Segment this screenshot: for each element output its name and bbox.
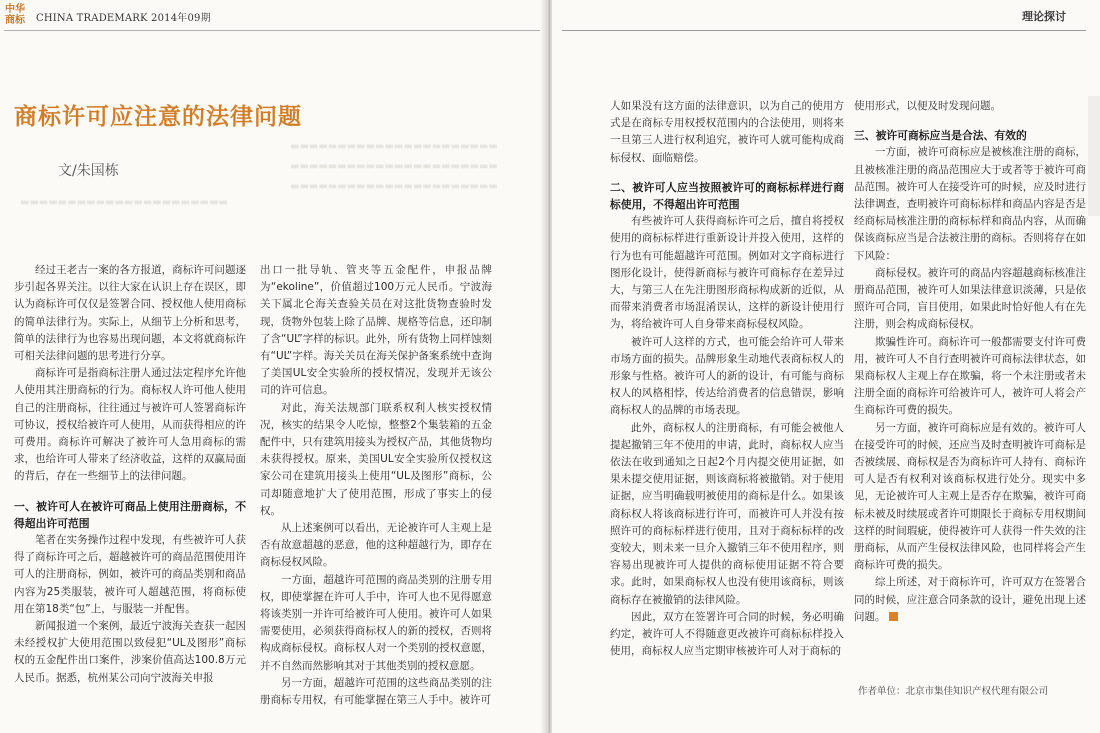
paragraph: 新闻报道一个案例，最近宁波海关查获一起因未经授权扩大使用范围以致侵犯“UL及图形”商标权的五金配件出口案件，涉案价值高达100.8万元人民币。据悉，杭州某公司向宁波海关申报: [14, 620, 246, 684]
paragraph: 另一方面，超越许可范围的这些商品类别的注册商标专用权，有可能掌握在第三人手中。被许可: [260, 676, 492, 707]
paragraph: 被许可人这样的方式，也可能会给许可人带来市场方面的损失。品牌形象生动地代表商标权人的形象与性格。被许可人的新的设计，有可能与商标权人的风格相悖，传达给消费者的信息错误，影响商标权人的品牌的市场表现。: [610, 335, 844, 417]
section-heading-3: 三、被许可商标应当是合法、有效的: [854, 129, 1027, 143]
header-rule: [562, 30, 1086, 31]
section-label: 理论探讨: [1022, 10, 1066, 23]
left-page: [0, 0, 545, 733]
paragraph: 一方面，被许可商标应是被核准注册的商标，且被核准注册的商品范围应大于或者等于被许可商品范围。被许可人在接受许可的时候，应及时进行法律调查，查明被许可商标标样和商品内容是否是经商标局核准注册的商标标样和商品内容，从而确保该商标应当是合法被注册的商标。否则将存在如下风险：: [854, 146, 1086, 262]
paragraph: 人如果没有这方面的法律意识，以为自己的使用方式是在商标专用权授权范围内的合法使用，则将来一旦第三人进行权利追究，被许可人就可能构成商标侵权、面临赔偿。: [610, 100, 844, 164]
column-3: [610, 98, 844, 733]
section-heading-1: 一、被许可人在被许可商品上使用注册商标，不得超出许可范围: [14, 499, 246, 530]
paragraph: 笔者在实务操作过程中发现，有些被许可人获得了商标许可之后，超越被许可的商品范围使用许可人的注册商标，例如，被许可的商品类别和商品内容为25类服装，被许可人超越范围，将商标使用在第18类“包”上，与服装一并配售。: [14, 534, 246, 615]
paragraph: 因此，双方在签署许可合同的时候，务必明确约定，被许可人不得随意更改被许可商标标样投入使用，商标权人应当定期审核被许可人对于商标的: [610, 610, 844, 658]
column-4: [854, 98, 1086, 678]
paragraph: 有些被许可人获得商标许可之后，擅自将授权使用的商标标样进行重新设计并投入使用，这样的行为也有可能超越许可范围。例如对文字商标进行图形化设计，使得新商标与被许可商标存在差异过大，与第三人在先注册图形商标构成新的近似，从而带来消费者市场混淆误认，这样的新设计使用行为，将给被许可人自身带来商标侵权风险。: [610, 215, 844, 331]
paragraph: 商标许可是指商标注册人通过法定程序允许他人使用其注册商标的行为。商标权人许可他人使用自己的注册商标，往往通过与被许可人签署商标许可协议，授权给被许可人使用，从而获得相应的许可费用。商标许可解决了被许可人急用商标的需求，也给许可人带来了经济收益，这样的双赢局面的背后，存在一些细节上的法律问题。: [14, 367, 246, 483]
show-through-decoration: ▬▬▬▬▬▬▬▬▬▬▬▬▬▬▬▬▬▬▬▬▬▬: [290, 161, 498, 172]
end-mark-icon: [889, 612, 898, 621]
paragraph: 从上述案例可以看出，无论被许可人主观上是否有故意超越的恶意，他的这种超越行为，即存在商标侵权风险。: [260, 522, 492, 569]
paragraph: 另一方面，被许可商标应是有效的。被许可人在接受许可的时候，还应当及时查明被许可商标是否被续展、商标权是否为商标许可人持有、商标许可人是否有权利对该商标权进行处分。现实中多见，无论被许可人主观上是否存在欺骗，被许可商标未被及时续展或者许可期限长于商标专用权期间这样的时间瑕疵，使得被许可人获得一件失效的注册商标，从而产生侵权法律风险，也同样将会产生商标许可费的损失。: [854, 421, 1086, 572]
show-through-decoration: ▬▬▬▬▬▬▬▬▬▬▬▬▬▬▬▬▬▬▬▬▬▬: [290, 181, 498, 192]
article-author: 文/朱国栋: [58, 163, 119, 179]
paragraph: 此外，商标权人的注册商标，有可能会被他人提起撤销三年不使用的申请，此时，商标权人应当依法在收到通知之日起2个月内提交使用证据，如果未提交使用证据，则该商标将被撤销。对于使用证据，应当明确载明被使用的商标是什么。如果该商标权人将该商标进行许可，而被许可人并没有按照许可的商标标样进行使用，且对于商标标样的改变较大，则未来一旦介入撤销三年不使用程序，则容易出现被许可人提供的商标使用证据不符合要求。此时，如果商标权人也没有使用该商标，则该商标存在被撤销的法律风险。: [610, 421, 844, 606]
show-through-decoration: ▬▬▬▬▬▬▬▬▬▬▬▬▬▬▬▬▬▬▬▬▬▬: [20, 197, 228, 208]
author-affiliation: 作者单位：北京市集佳知识产权代理有限公司: [858, 686, 1049, 697]
column-2: [260, 262, 492, 732]
paragraph: 综上所述，对于商标许可，许可双方在签署合同的时候，应注意合同条款的设计，避免出现上述问题。: [854, 576, 1086, 623]
paragraph: 使用形式，以便及时发现问题。: [854, 100, 1001, 112]
paragraph: 出口一批导轨、管夹等五金配件，申报品牌为“ekoline”，价值超过100万元人民币。宁波海关下属北仑海关查验关员在对这批货物查验时发现，货物外包装上除了品牌、规格等信息，还印制了含“UL”字样的标识。此外，所有货物上同样蚀刻有“UL”字样。海关关员在海关保护备案系统中查询了美国UL安全实验所的授权情况，发现并无该公司的许可信息。: [260, 264, 492, 397]
section-heading-2: 二、被许可人应当按照被许可的商标标样进行商标使用，不得超出许可范围: [610, 180, 844, 212]
right-page: [552, 0, 1100, 733]
header-rule: [4, 30, 541, 31]
paragraph: 经过王老吉一案的各方报道，商标许可问题逐步引起各界关注。以往大家在认识上存在误区，即认为商标许可仅仅是签署合同、授权他人使用商标的简单法律行为。实际上，从细节上分析和思考，简单的法律行为也容易出现问题，本文将就商标许可相关法律问题的思考进行分享。: [14, 264, 246, 363]
column-1: [14, 262, 246, 732]
show-through-decoration: ▬▬▬▬▬▬▬▬▬▬▬▬▬▬▬▬▬▬▬▬▬▬: [290, 141, 498, 152]
page-edge-decoration: [1088, 96, 1100, 216]
running-header-left: [4, 4, 211, 28]
paragraph: 商标侵权。被许可的商品内容超越商标核准注册商品范围，被许可人如果法律意识淡薄，只是依照许可合同，盲目使用，如果此时恰好他人有在先注册，则会构成商标侵权。: [854, 266, 1086, 331]
paragraph: 欺骗性许可。商标许可一般都需要支付许可费用，被许可人不自行查明被许可商标法律状态，如果商标权人主观上存在欺骗，将一个未注册或者未注册全面的商标许可给被许可人，被许可人将会产生商标许可费的损失。: [854, 335, 1086, 417]
magazine-logo: 中华 商标: [5, 4, 25, 26]
magazine-name: CHINA TRADEMARK 2014年09期: [36, 12, 211, 24]
paragraph: 一方面，超越许可范围的商品类别的注册专用权，即使掌握在许可人手中，许可人也不见得愿意将该类别一并许可给被许可人使用。被许可人如果需要使用，必须获得商标权人的新的授权，否则将构成商标侵权。商标权人对一个类别的授权意愿，并不自然而然影响其对于其他类别的授权意愿。: [260, 573, 492, 672]
paragraph: 对此，海关法规部门联系权利人核实授权情况，核实的结果令人吃惊，整整2个集装箱的五金配件中，只有建筑用接头为授权产品，其他货物均未获得授权。原来，美国UL安全实验所仅授权这家公司在建筑用接头上使用“UL及图形”商标，公司却随意地扩大了使用范围，形成了事实上的侵权。: [260, 401, 492, 517]
article-title: 商标许可应注意的法律问题: [14, 104, 302, 130]
